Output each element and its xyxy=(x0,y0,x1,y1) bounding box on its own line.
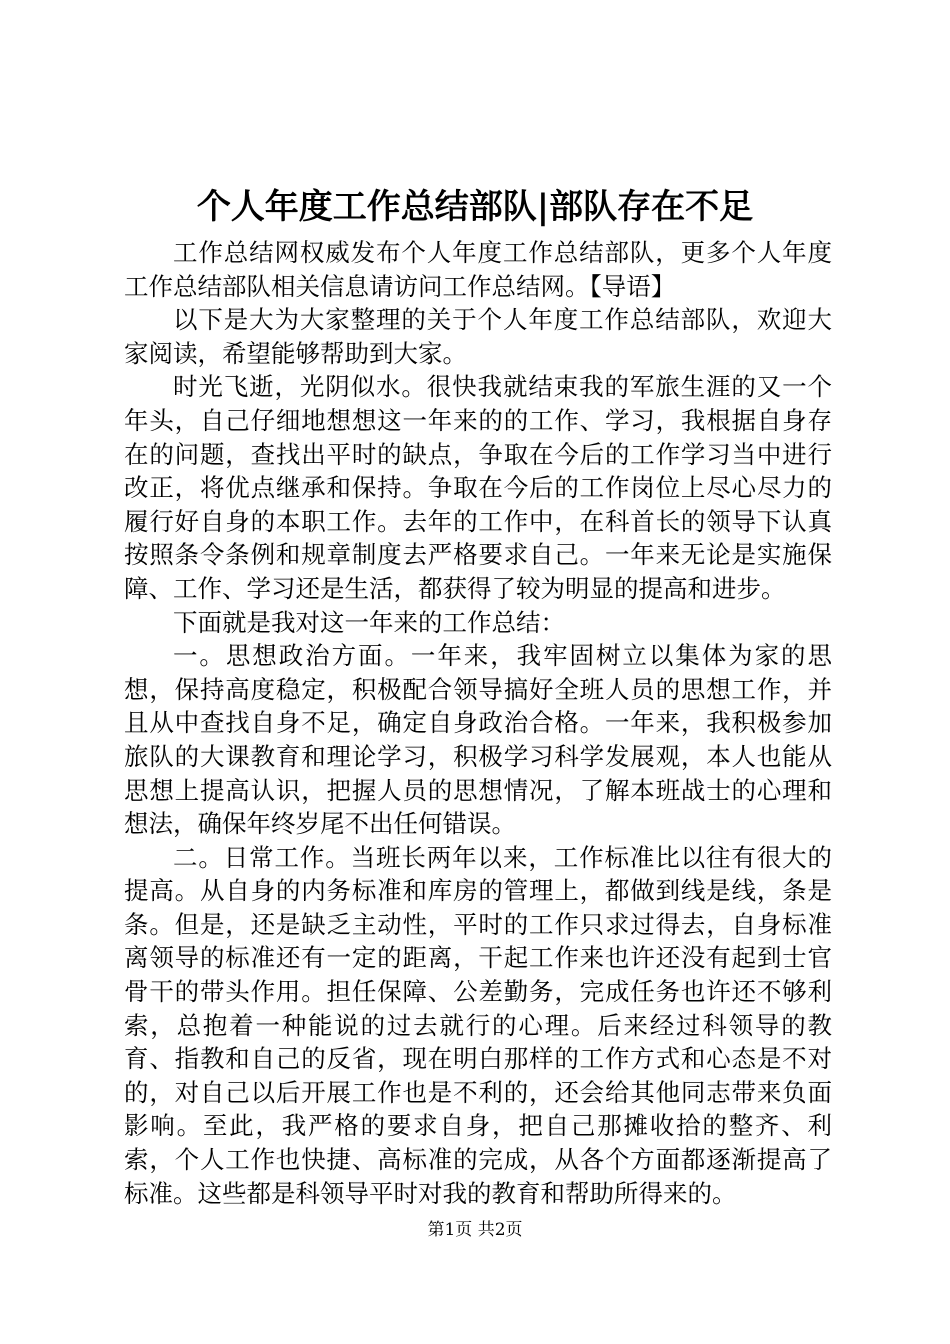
document-title: 个人年度工作总结部队|部队存在不足 xyxy=(196,187,754,227)
page-number-footer: 第1页 共2页 xyxy=(427,1220,523,1240)
document-body xyxy=(124,236,832,1210)
paragraph-overview: 时光飞逝，光阴似水。很快我就结束我的军旅生涯的又一个年头，自己仔细地想想这一年来的的工作、学习，我根据自身存在的问题，查找出平时的缺点，争取在今后的工作学习当中进行改正，将优点继承和保持。争取在今后的工作岗位上尽心尽力的履行好自身的本职工作。去年的工作中，在科首长的领导下认真按照条令条例和规章制度去严格要求自己。一年来无论是实施保障、工作、学习还是生活，都获得了较为明显的提高和进步。 xyxy=(124,372,832,603)
paragraph-intro: 工作总结网权威发布个人年度工作总结部队，更多个人年度工作总结部队相关信息请访问工作总结网。【导语】 xyxy=(124,238,832,301)
paragraph-ideology: 一。思想政治方面。一年来，我牢固树立以集体为家的思想，保持高度稳定，积极配合领导搞好全班人员的思想工作，并且从中查找自身不足，确定自身政治合格。一年来，我积极参加旅队的大课教育和理论学习，积极学习科学发展观，本人也能从思想上提高认识，把握人员的思想情况，了解本班战士的心理和想法，确保年终岁尾不出任何错误。 xyxy=(124,641,832,839)
paragraph-summary-heading: 下面就是我对这一年来的工作总结： xyxy=(173,607,565,637)
paragraph-lead: 以下是大为大家整理的关于个人年度工作总结部队，欢迎大家阅读，希望能够帮助到大家。 xyxy=(124,305,832,368)
paragraph-daily-work: 二。日常工作。当班长两年以来，工作标准比以往有很大的提高。从自身的内务标准和库房的管理上，都做到线是线，条是条。但是，还是缺乏主动性，平时的工作只求过得去，自身标准离领导的标准还有一定的距离，干起工作来也许还没有起到士官骨干的带头作用。担任保障、公差勤务，完成任务也许还不够利索，总抱着一种能说的过去就行的心理。后来经过科领导的教育、指教和自己的反省，现在明白那样的工作方式和心态是不对的，对自己以后开展工作也是不利的，还会给其他同志带来负面影响。至此，我严格的要求自身，把自己那摊收拾的整齐、利索，个人工作也快捷、高标准的完成，从各个方面都逐渐提高了标准。这些都是科领导平时对我的教育和帮助所得来的。 xyxy=(124,842,832,1208)
